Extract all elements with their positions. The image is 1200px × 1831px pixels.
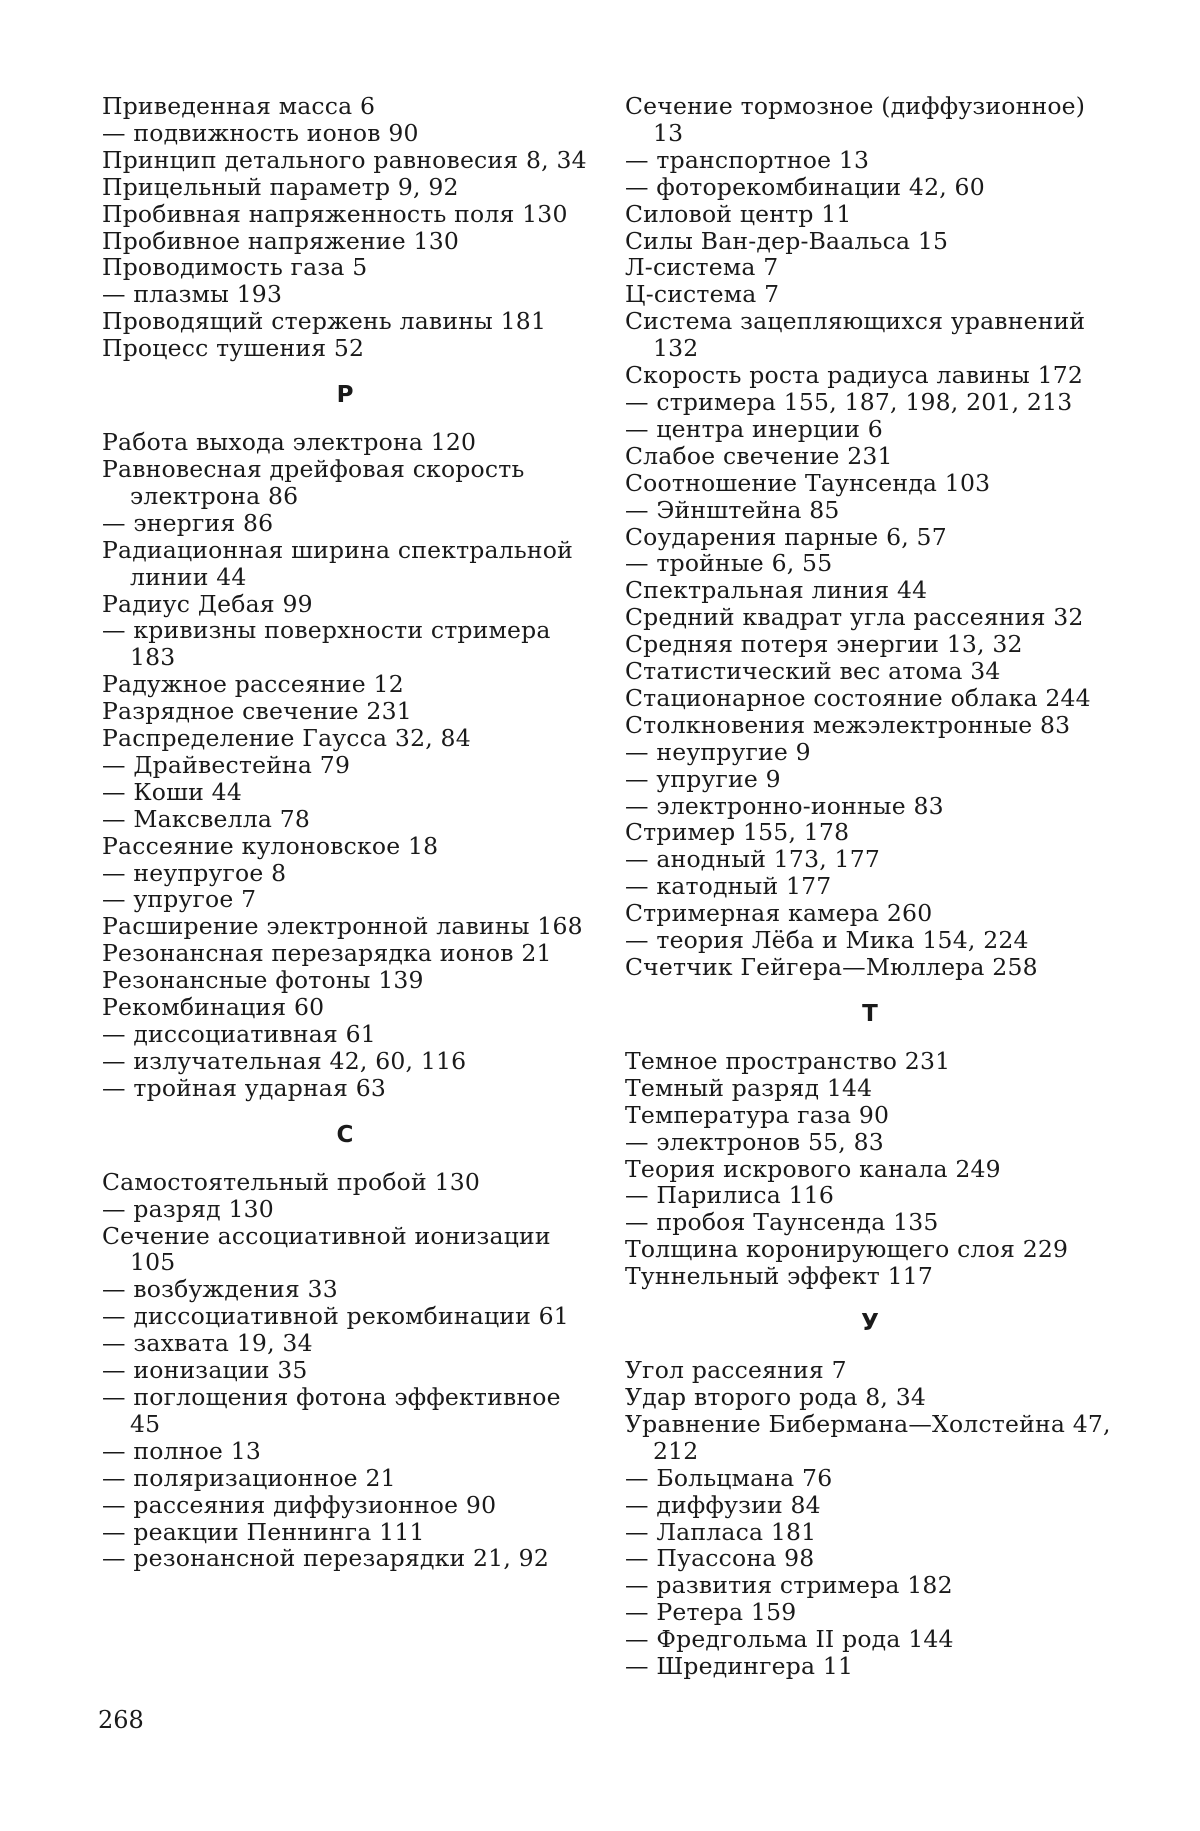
index-entry: — тройная ударная 63 — [102, 1073, 387, 1102]
index-entry: Стример 155, 178 — [625, 818, 850, 847]
index-entry: — неупругие 9 — [625, 737, 811, 766]
index-entry: — транспортное 13 — [625, 145, 870, 174]
index-column-left — [102, 93, 588, 1572]
index-entry: Средний квадрат угла рассеяния 32 — [625, 603, 1084, 632]
index-entry: Соударения парные 6, 57 — [625, 522, 947, 551]
index-entry: Радиус Дебая 99 — [102, 589, 313, 618]
section-letter: Р — [336, 382, 354, 409]
index-entry: Система зацепляющихся уравнений 132 — [625, 307, 1086, 363]
index-entry: Работа выхода электрона 120 — [102, 428, 477, 457]
index-entry: — подвижность ионов 90 — [102, 118, 419, 147]
index-entry: Средняя потеря энергии 13, 32 — [625, 630, 1023, 659]
index-entry: Уравнение Бибермана—Холстейна 47, 212 — [625, 1409, 1111, 1465]
index-entry: Расширение электронной лавины 168 — [102, 912, 583, 941]
index-entry: Толщина коронирующего слоя 229 — [625, 1235, 1069, 1264]
index-entry: — Фредгольма II рода 144 — [625, 1625, 954, 1654]
index-entry: — диссоциативной рекомбинации 61 — [102, 1302, 569, 1331]
section-letter: Т — [862, 1000, 878, 1027]
index-entry: — возбуждения 33 — [102, 1275, 338, 1304]
index-entry: — излучательная 42, 60, 116 — [102, 1046, 467, 1075]
index-entry: Слабое свечение 231 — [625, 441, 893, 470]
index-entry: Угол рассеяния 7 — [625, 1356, 847, 1385]
index-entry: — теория Лёба и Мика 154, 224 — [625, 926, 1029, 955]
index-entry: — реакции Пеннинга 111 — [102, 1517, 425, 1546]
index-entry: Темный разряд 144 — [625, 1073, 873, 1102]
index-entry: Силовой центр 11 — [625, 199, 852, 228]
index-entry: — Больцмана 76 — [625, 1463, 833, 1492]
index-entry: Туннельный эффект 117 — [625, 1262, 934, 1291]
index-entry: Скорость роста радиуса лавины 172 — [625, 361, 1084, 390]
index-entry: — поляризационное 21 — [102, 1463, 396, 1492]
index-entry: Ц-система 7 — [625, 280, 780, 309]
index-entry: — стримера 155, 187, 198, 201, 213 — [625, 387, 1073, 416]
index-entry: — Максвелла 78 — [102, 804, 311, 833]
index-entry: — Коши 44 — [102, 777, 242, 806]
index-entry: Принцип детального равновесия 8, 34 — [102, 145, 587, 174]
index-entry: — резонансной перезарядки 21, 92 — [102, 1544, 549, 1573]
index-entry: Удар второго рода 8, 34 — [625, 1382, 927, 1411]
index-entry: Резонансные фотоны 139 — [102, 966, 424, 995]
index-column-right — [625, 93, 1115, 1680]
section-letter: У — [861, 1310, 879, 1337]
index-entry: — пробоя Таунсенда 135 — [625, 1208, 939, 1237]
index-entry: — электронов 55, 83 — [625, 1127, 884, 1156]
index-entry: Распределение Гаусса 32, 84 — [102, 724, 471, 753]
index-entry: Прицельный параметр 9, 92 — [102, 172, 459, 201]
index-entry: Радиационная ширина спектральной линии 44 — [102, 535, 573, 591]
index-entry: — диффузии 84 — [625, 1490, 821, 1519]
index-entry: — упругие 9 — [625, 764, 781, 793]
index-entry: Резонансная перезарядка ионов 21 — [102, 939, 552, 968]
index-entry: — ионизации 35 — [102, 1356, 308, 1385]
index-entry: Стримерная камера 260 — [625, 899, 933, 928]
index-entry: — анодный 173, 177 — [625, 845, 881, 874]
index-entry: — Драйвестейна 79 — [102, 750, 351, 779]
index-entry: Соотношение Таунсенда 103 — [625, 468, 991, 497]
index-entry: — поглощения фотона эффективное 45 — [102, 1382, 561, 1438]
index-entry: Стационарное состояние облака 244 — [625, 683, 1091, 712]
index-entry: — кривизны поверхности стримера 183 — [102, 616, 551, 672]
index-entry: Сечение тормозное (диффузионное) 13 — [625, 92, 1086, 147]
index-entry: Темное пространство 231 — [625, 1046, 951, 1075]
index-entry: Пробивная напряженность поля 130 — [102, 199, 568, 228]
index-entry: — захвата 19, 34 — [102, 1329, 313, 1358]
index-entry: Рекомбинация 60 — [102, 993, 325, 1022]
index-entry: Сечение ассоциативной ионизации 105 — [102, 1221, 551, 1277]
index-entry: — Эйнштейна 85 — [625, 495, 840, 524]
index-entry: Самостоятельный пробой 130 — [102, 1167, 481, 1196]
page-number: 268 — [98, 1706, 144, 1734]
index-entry: — энергия 86 — [102, 508, 274, 537]
index-entry: Силы Ван-дер-Ваальса 15 — [625, 226, 949, 255]
index-entry: Статистический вес атома 34 — [625, 657, 1001, 686]
index-entry: Радужное рассеяние 12 — [102, 670, 404, 699]
section-letter: С — [336, 1121, 354, 1148]
index-entry: — центра инерции 6 — [625, 414, 883, 443]
index-entry: Разрядное свечение 231 — [102, 697, 412, 726]
index-entry: — Парилиса 116 — [625, 1181, 835, 1210]
index-entry: Л-система 7 — [625, 253, 779, 282]
index-entry: — разряд 130 — [102, 1194, 274, 1223]
index-entry: — плазмы 193 — [102, 280, 283, 309]
index-entry: Рассеяние кулоновское 18 — [102, 831, 439, 860]
index-entry: — электронно-ионные 83 — [625, 791, 944, 820]
index-entry: Теория искрового канала 249 — [625, 1154, 1001, 1183]
index-entry: Спектральная линия 44 — [625, 576, 928, 605]
index-entry: — развития стримера 182 — [625, 1571, 953, 1600]
index-entry: Проводящий стержень лавины 181 — [102, 307, 547, 336]
index-entry: — полное 13 — [102, 1436, 262, 1465]
index-entry: — Шредингера 11 — [625, 1652, 854, 1681]
index-entry: Проводимость газа 5 — [102, 253, 368, 282]
index-entry: Температура газа 90 — [625, 1100, 890, 1129]
index-entry: — неупругое 8 — [102, 858, 287, 887]
index-entry: — тройные 6, 55 — [625, 549, 833, 578]
index-entry: Столкновения межэлектронные 83 — [625, 710, 1071, 739]
index-entry: — диссоциативная 61 — [102, 1020, 376, 1048]
index-entry: Пробивное напряжение 130 — [102, 226, 460, 255]
index-entry: — Пуассона 98 — [625, 1544, 815, 1573]
index-entry: — катодный 177 — [625, 872, 832, 901]
index-entry: — рассеяния диффузионное 90 — [102, 1490, 497, 1519]
index-entry: Счетчик Гейгера—Мюллера 258 — [625, 953, 1038, 981]
index-entry: — Лапласа 181 — [625, 1517, 817, 1546]
index-entry: — Ретера 159 — [625, 1598, 797, 1627]
index-entry: — фоторекомбинации 42, 60 — [625, 172, 985, 201]
index-entry: Приведенная масса 6 — [102, 92, 376, 120]
index-entry: Равновесная дрейфовая скорость электрона 86 — [102, 454, 525, 510]
index-entry: Процесс тушения 52 — [102, 334, 365, 363]
index-entry: — упругое 7 — [102, 885, 257, 914]
